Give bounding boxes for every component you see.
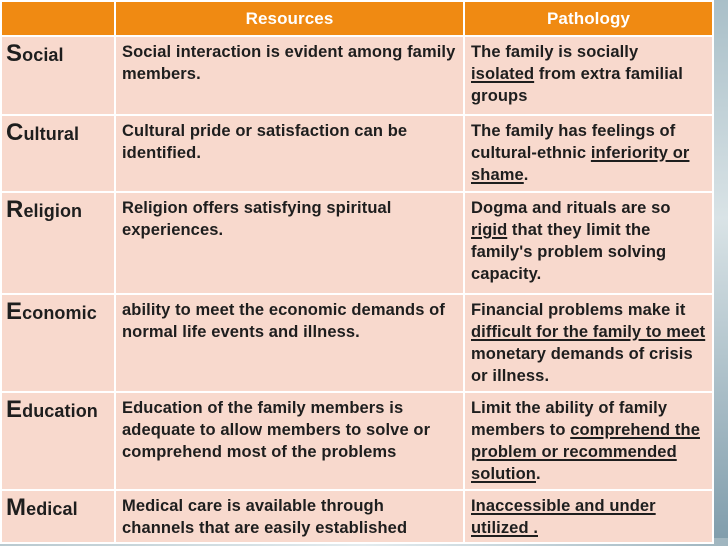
pathology-cell: [464, 192, 713, 294]
background-strip-right: [712, 0, 728, 546]
resources-cell: Social interaction is evident among family members.: [115, 36, 464, 115]
category-label: ultural: [23, 124, 80, 144]
pathology-cell: [464, 490, 713, 543]
table-row: [1, 192, 713, 294]
table-row: [1, 294, 713, 392]
category-initial: R: [6, 196, 24, 223]
category-cell: [1, 36, 115, 115]
category-initial: M: [6, 494, 27, 521]
category-label: eligion: [23, 201, 83, 221]
pathology-underlined-text: isolated: [471, 65, 535, 83]
pathology-text: .: [523, 166, 529, 184]
resources-cell: Medical care is available through channels that are easily established: [115, 490, 464, 543]
header-blank-cell: [1, 1, 115, 36]
category-label: ducation: [22, 401, 98, 421]
resources-cell: Religion offers satisfying spiritual experiences.: [115, 192, 464, 294]
category-initial: E: [6, 298, 23, 325]
category-initial: C: [6, 119, 24, 146]
table-row: [1, 392, 713, 490]
category-label: conomic: [22, 303, 97, 323]
resources-cell: Cultural pride or satisfaction can be identified.: [115, 115, 464, 192]
category-label: ocial: [22, 45, 64, 65]
pathology-text: .: [535, 465, 541, 483]
pathology-text: The family has feelings of cultural-ethnic: [471, 122, 676, 162]
pathology-cell: [464, 36, 713, 115]
category-initial: S: [6, 40, 23, 67]
pathology-underlined-text: difficult for the family to meet: [471, 323, 706, 341]
pathology-text: from extra familial groups: [471, 65, 683, 105]
pathology-cell: [464, 392, 713, 490]
header-pathology: Pathology: [464, 1, 713, 36]
pathology-underlined-text: rigid: [471, 221, 508, 239]
header-row: [1, 1, 713, 36]
pathology-underlined-text: comprehend the problem or recommended solution: [471, 421, 700, 483]
table-row: [1, 115, 713, 192]
header-resources: Resources: [115, 1, 464, 36]
category-cell: [1, 392, 115, 490]
pathology-text: Limit the ability of family members to: [471, 399, 668, 439]
pathology-underlined-text: Inaccessible and under utilized .: [471, 497, 656, 537]
category-label: edical: [26, 499, 78, 519]
pathology-text: The family is socially: [471, 43, 639, 61]
pathology-text: Financial problems make it: [471, 301, 686, 319]
category-cell: [1, 490, 115, 543]
table-row: [1, 36, 713, 115]
pathology-text: Dogma and rituals are so: [471, 199, 671, 217]
resources-cell: Education of the family members is adequate to allow members to solve or comprehend most of the problems: [115, 392, 464, 490]
pathology-cell: [464, 115, 713, 192]
category-initial: E: [6, 396, 23, 423]
pathology-underlined-text: inferiority or shame: [471, 144, 690, 184]
resources-cell: ability to meet the economic demands of normal life events and illness.: [115, 294, 464, 392]
category-cell: [1, 294, 115, 392]
pathology-text: monetary demands of crisis or illness.: [471, 345, 693, 385]
category-cell: [1, 192, 115, 294]
category-cell: [1, 115, 115, 192]
table-row: [1, 490, 713, 543]
pathology-text: that they limit the family's problem solving capacity.: [471, 221, 667, 283]
pathology-cell: [464, 294, 713, 392]
